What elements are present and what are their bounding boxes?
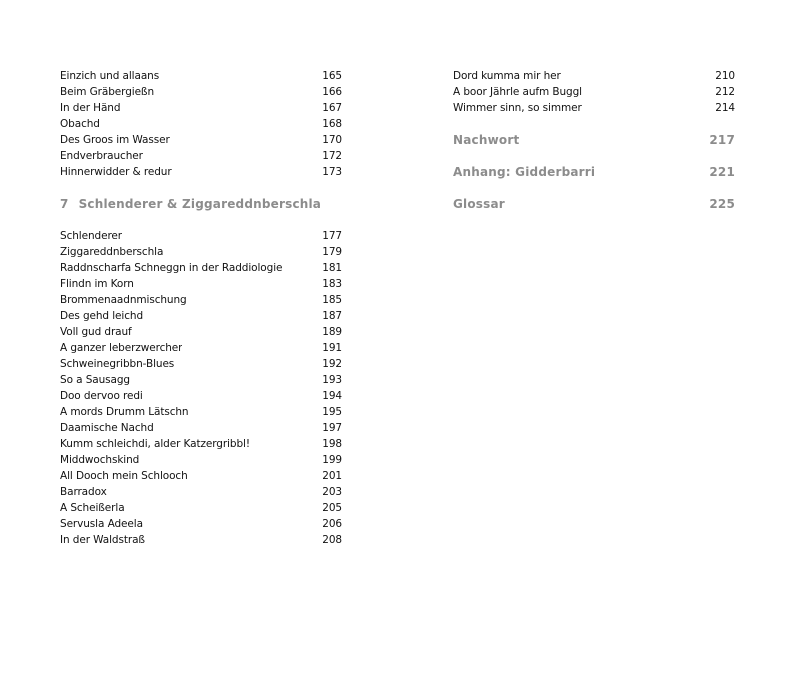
chapter-number: 7	[60, 197, 69, 211]
toc-entry	[60, 68, 342, 84]
section-page: 221	[709, 165, 735, 179]
entry-page: 199	[322, 454, 342, 466]
entry-page: 185	[322, 294, 342, 306]
toc-entry	[60, 420, 342, 436]
entry-page: 203	[322, 486, 342, 498]
toc-entry	[60, 532, 342, 548]
entry-title: Des Groos im Wasser	[60, 134, 170, 146]
entry-page: 192	[322, 358, 342, 370]
entry-title: Dord kumma mir her	[453, 70, 561, 82]
entry-page: 208	[322, 534, 342, 546]
entry-title: Schweinegribbn-Blues	[60, 358, 175, 370]
entry-title: Flindn im Korn	[60, 278, 134, 290]
entry-title: Einzich und allaans	[60, 70, 160, 82]
section-page: 217	[709, 133, 735, 147]
entry-page: 197	[322, 422, 342, 434]
entry-page: 212	[715, 86, 735, 98]
entry-page: 179	[322, 246, 342, 258]
toc-entry	[60, 260, 342, 276]
entry-title: Beim Gräbergießn	[60, 86, 155, 98]
chapter-title: Schlenderer & Ziggareddnberschla	[78, 197, 322, 211]
toc-entry	[60, 164, 342, 180]
entry-page: 210	[715, 70, 735, 82]
toc-entry	[60, 244, 342, 260]
entry-page: 198	[322, 438, 342, 450]
section-page: 225	[709, 197, 735, 211]
entry-title: Servusla Adeela	[60, 518, 143, 530]
toc-entry	[60, 116, 342, 132]
entry-title: Obachd	[60, 118, 100, 130]
toc-entry	[60, 500, 342, 516]
toc-entry	[60, 372, 342, 388]
entry-page: 187	[322, 310, 342, 322]
entry-title: Wimmer sinn, so simmer	[453, 102, 582, 114]
toc-entry	[453, 68, 735, 84]
toc-entry	[60, 276, 342, 292]
entry-title: In der Händ	[60, 102, 121, 114]
toc-entry	[60, 484, 342, 500]
toc-entry	[60, 516, 342, 532]
toc-entry	[453, 100, 735, 116]
entry-title: Voll gud drauf	[60, 326, 132, 338]
entry-title: So a Sausagg	[60, 374, 130, 386]
toc-entry	[60, 228, 342, 244]
entry-page: 170	[322, 134, 342, 146]
entry-page: 201	[322, 470, 342, 482]
entry-page: 168	[322, 118, 342, 130]
toc-entry	[60, 292, 342, 308]
toc-entry	[453, 84, 735, 100]
toc-list-bottom	[60, 228, 342, 548]
toc-list-top	[60, 68, 342, 180]
entry-page: 205	[322, 502, 342, 514]
toc-entry	[60, 340, 342, 356]
entry-title: Endverbraucher	[60, 150, 143, 162]
toc-entry	[60, 468, 342, 484]
entry-title: Barradox	[60, 486, 107, 498]
entry-page: 167	[322, 102, 342, 114]
toc-entry	[60, 148, 342, 164]
section-heading-glossar	[453, 188, 735, 220]
entry-title: All Dooch mein Schlooch	[60, 470, 188, 482]
entry-page: 195	[322, 406, 342, 418]
entry-title: Brommenaadnmischung	[60, 294, 187, 306]
entry-title: Daamische Nachd	[60, 422, 154, 434]
entry-title: A boor Jährle aufm Buggl	[453, 86, 582, 98]
entry-page: 166	[322, 86, 342, 98]
toc-entry	[60, 100, 342, 116]
entry-title: Doo dervoo redi	[60, 390, 143, 402]
entry-page: 177	[322, 230, 342, 242]
entry-title: Hinnerwidder & redur	[60, 166, 172, 178]
toc-entry	[60, 356, 342, 372]
toc-entry	[60, 436, 342, 452]
toc-entry	[60, 388, 342, 404]
toc-right-column	[453, 68, 735, 220]
entry-page: 191	[322, 342, 342, 354]
entry-page: 194	[322, 390, 342, 402]
entry-title: A mords Drumm Lätschn	[60, 406, 189, 418]
entry-title: A ganzer leberzwercher	[60, 342, 183, 354]
entry-page: 193	[322, 374, 342, 386]
toc-entry	[60, 84, 342, 100]
section-heading-nachwort	[453, 124, 735, 156]
entry-page: 189	[322, 326, 342, 338]
entry-title: Kumm schleichdi, alder Katzergribbl!	[60, 438, 250, 450]
entry-title: A Scheißerla	[60, 502, 125, 514]
entry-title: Middwochskind	[60, 454, 140, 466]
section-title: Glossar	[453, 197, 505, 211]
entry-page: 172	[322, 150, 342, 162]
entry-title: Schlenderer	[60, 230, 123, 242]
entry-title: Des gehd leichd	[60, 310, 144, 322]
toc-list-right	[453, 68, 735, 116]
toc-left-column	[60, 68, 342, 548]
entry-page: 214	[715, 102, 735, 114]
entry-page: 165	[322, 70, 342, 82]
toc-entry	[60, 452, 342, 468]
entry-page: 181	[322, 262, 342, 274]
section-heading-anhang	[453, 156, 735, 188]
toc-entry	[60, 324, 342, 340]
section-title: Anhang: Gidderbarri	[453, 165, 596, 179]
section-title: Nachwort	[453, 133, 520, 147]
entry-page: 183	[322, 278, 342, 290]
toc-entry	[60, 308, 342, 324]
toc-entry	[60, 404, 342, 420]
entry-title: Raddnscharfa Schneggn in der Raddiologie	[60, 262, 283, 274]
entry-page: 173	[322, 166, 342, 178]
entry-page: 206	[322, 518, 342, 530]
entry-title: Ziggareddnberschla	[60, 246, 164, 258]
toc-entry	[60, 132, 342, 148]
entry-title: In der Waldstraß	[60, 534, 145, 546]
chapter-heading	[60, 188, 342, 220]
